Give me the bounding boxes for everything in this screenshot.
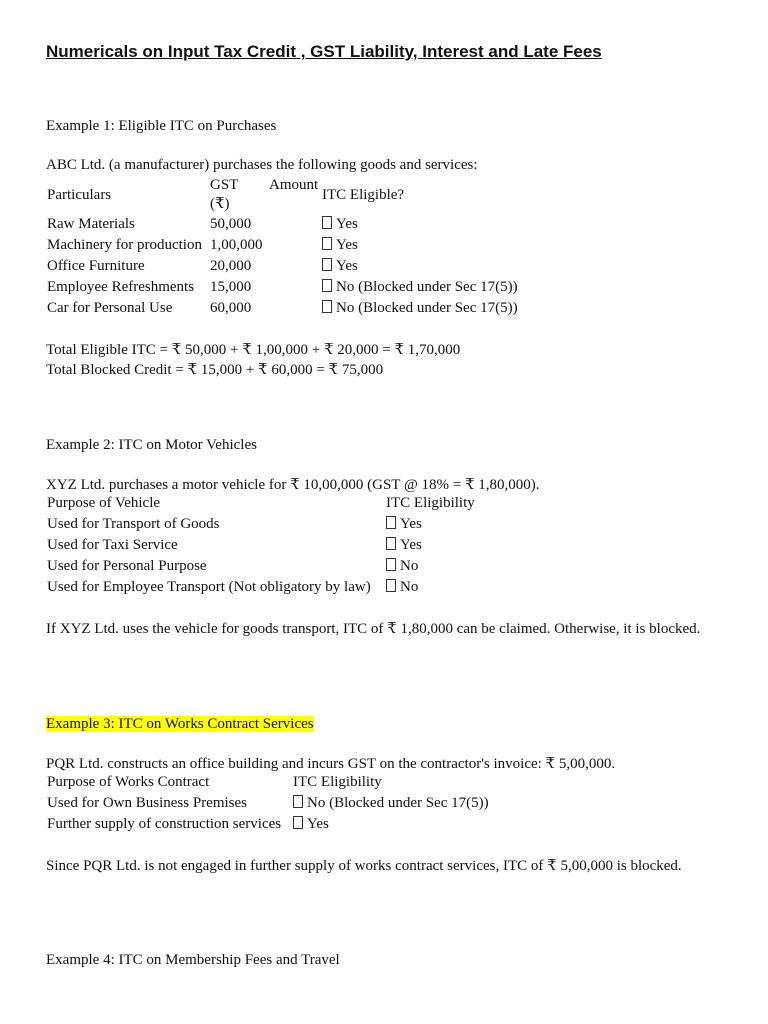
- total-blocked-credit: Total Blocked Credit = ₹ 15,000 + ₹ 60,000 = ₹ 75,000: [46, 362, 384, 378]
- checkbox-icon: [293, 795, 303, 808]
- total-eligible-itc: Total Eligible ITC = ₹ 50,000 + ₹ 1,00,000 + ₹ 20,000 = ₹ 1,70,000: [46, 342, 461, 358]
- col-purpose: Purpose of Works Contract: [47, 774, 210, 790]
- col-particulars: Particulars: [47, 186, 112, 203]
- table-row: Office Furniture 20,000 Yes: [47, 258, 358, 274]
- col-itc-eligibility: ITC Eligibility: [386, 495, 475, 511]
- table-row: Used for Employee Transport (Not obligatory by law) No: [47, 579, 419, 595]
- example1-heading: Example 1: Eligible ITC on Purchases: [46, 118, 277, 134]
- checkbox-icon: [293, 816, 303, 829]
- example2-table: [46, 493, 477, 598]
- col-purpose: Purpose of Vehicle: [47, 495, 161, 511]
- checkbox-icon: [322, 216, 332, 229]
- checkbox-icon: [386, 579, 396, 592]
- checkbox-icon: [386, 558, 396, 571]
- table-row: Used for Taxi Service Yes: [47, 537, 422, 553]
- col-gst: GST (₹): [210, 177, 239, 212]
- checkbox-icon: [386, 516, 396, 529]
- table-row: Raw Materials 50,000 Yes: [47, 216, 358, 232]
- document-title: Numericals on Input Tax Credit , GST Liability, Interest and Late Fees: [46, 42, 602, 61]
- checkbox-icon: [386, 537, 396, 550]
- example1-table: [46, 176, 520, 319]
- col-itc-eligibility: ITC Eligibility: [293, 774, 382, 790]
- example3-heading: Example 3: ITC on Works Contract Services: [46, 716, 314, 732]
- example4-heading: Example 4: ITC on Membership Fees and Travel: [46, 952, 340, 968]
- example3-table: [46, 772, 491, 835]
- table-row: Employee Refreshments 15,000 No (Blocked under Sec 17(5)): [47, 279, 518, 295]
- example2-heading: Example 2: ITC on Motor Vehicles: [46, 437, 257, 453]
- example2-intro: XYZ Ltd. purchases a motor vehicle for ₹ 10,00,000 (GST @ 18% = ₹ 1,80,000).: [46, 477, 540, 493]
- example3-intro: PQR Ltd. constructs an office building and incurs GST on the contractor's invoice: ₹ 5,00,000.: [46, 756, 616, 772]
- example1-intro: ABC Ltd. (a manufacturer) purchases the following goods and services:: [46, 157, 478, 173]
- table-row: Further supply of construction services Yes: [47, 816, 329, 832]
- checkbox-icon: [322, 279, 332, 292]
- table-row: Used for Own Business Premises No (Blocked under Sec 17(5)): [47, 795, 489, 811]
- table-row: Used for Transport of Goods Yes: [47, 516, 422, 532]
- col-itc-eligible: ITC Eligible?: [322, 186, 405, 203]
- table-row: Car for Personal Use 60,000 No (Blocked under Sec 17(5)): [47, 300, 518, 316]
- checkbox-icon: [322, 300, 332, 313]
- table-row: Used for Personal Purpose No: [47, 558, 419, 574]
- col-amount: Amount: [269, 177, 319, 193]
- table-row: Machinery for production 1,00,000 Yes: [47, 237, 358, 253]
- checkbox-icon: [322, 258, 332, 271]
- example2-conclusion: If XYZ Ltd. uses the vehicle for goods transport, ITC of ₹ 1,80,000 can be claimed. Otherwise, it is blocked.: [46, 621, 701, 637]
- example3-conclusion: Since PQR Ltd. is not engaged in further supply of works contract services, ITC of ₹ 5,00,000 is blocked.: [46, 858, 682, 874]
- checkbox-icon: [322, 237, 332, 250]
